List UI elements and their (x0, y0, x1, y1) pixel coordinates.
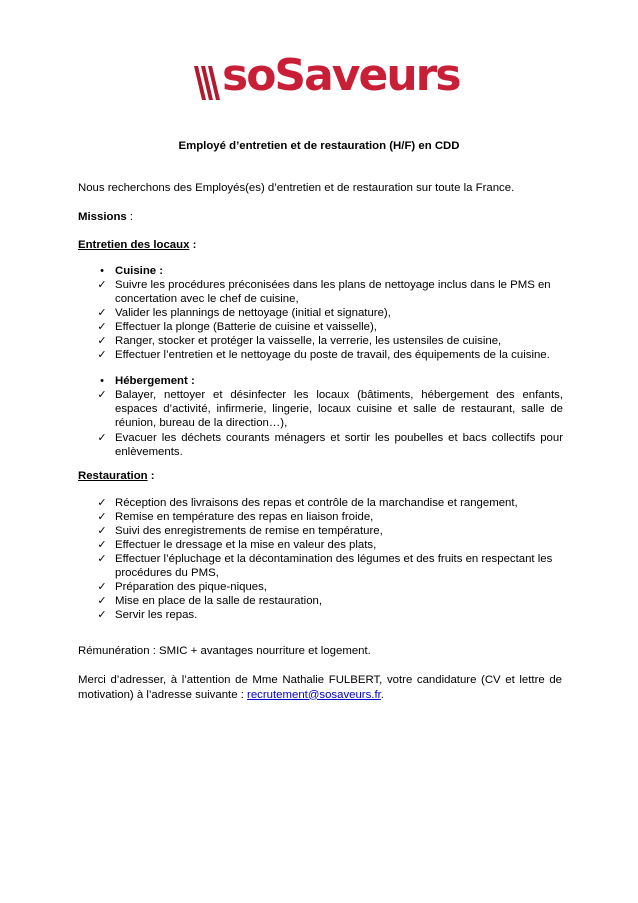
entretien-suffix: : (189, 239, 197, 251)
missions-suffix: : (126, 211, 134, 223)
list-item: Mise en place de la salle de restauration, (115, 595, 323, 607)
check-icon: ✓ (97, 608, 107, 621)
list-item: Effectuer le dressage et la mise en valeur des plats, (115, 539, 377, 551)
list-item: Evacuer les déchets courants ménagers et sortir les poubelles et bacs collectifs pour enlèvements. (115, 432, 563, 459)
list-item: Valider les plannings de nettoyage (initial et signature), (115, 307, 391, 319)
check-icon: ✓ (97, 306, 107, 319)
sosaveurs-logo (192, 50, 460, 101)
hebergement-label: Hébergement : (115, 375, 195, 387)
check-icon: ✓ (97, 348, 107, 361)
list-item: Suivi des enregistrements de remise en température, (115, 525, 383, 537)
check-icon: ✓ (97, 594, 107, 607)
restauration-suffix: : (147, 470, 155, 482)
list-item: Effectuer l’entretien et le nettoyage du poste de travail, des équipements de la cuisine. (115, 349, 550, 361)
list-item: Effectuer l’épluchage et la décontamination des légumes et des fruits en respectant les procédures du PMS, (115, 553, 553, 580)
list-item: Remise en température des repas en liaison froide, (115, 511, 374, 523)
logo-saveurs: Saveurs (274, 50, 460, 101)
check-icon: ✓ (97, 552, 107, 565)
list-item: Réception des livraisons des repas et contrôle de la marchandise et rangement, (115, 497, 518, 509)
check-icon: ✓ (97, 524, 107, 537)
restauration-heading: Restauration (78, 470, 148, 482)
logo-wordmark (222, 50, 460, 102)
list-item: Balayer, nettoyer et désinfecter les locaux (bâtiments, hébergement des enfants, espaces d’activité, infirmerie, lingerie, locaux cuisine et salle de restaurant, salle de réunion, bureau de la direction…), (115, 389, 563, 430)
email-link[interactable]: recrutement@sosaveurs.fr (247, 688, 381, 701)
check-icon: ✓ (97, 538, 107, 551)
contact-text: Merci d’adresser, à l’attention de Mme Nathalie FULBERT, votre candidature (CV et lettre de motivation) à l’adresse suivante : (78, 674, 562, 701)
list-item: Suivre les procédures préconisées dans les plans de nettoyage inclus dans le PMS en concertation avec le chef de cuisine, (115, 279, 551, 306)
remuneration-text: Rémunération : SMIC + avantages nourriture et logement. (78, 645, 371, 657)
check-icon: ✓ (97, 278, 107, 291)
check-icon: ✓ (97, 320, 107, 333)
missions-label: Missions (78, 211, 127, 223)
logo-so: so (222, 50, 275, 101)
restauration-heading-line (78, 469, 562, 484)
contact-end: . (380, 688, 384, 701)
entretien-heading: Entretien des locaux (78, 239, 190, 251)
intro-text: Nous recherchons des Employés(es) d’entretien et de restauration sur toute la France. (78, 182, 515, 194)
list-item: Effectuer la plonge (Batterie de cuisine et vaisselle), (115, 321, 377, 333)
list-item: Servir les repas. (115, 609, 198, 621)
missions-line (78, 210, 562, 225)
list-item: Préparation des pique-niques, (115, 581, 267, 593)
bullet-icon: • (100, 375, 104, 387)
bullet-icon: • (100, 265, 104, 277)
contact-paragraph (78, 673, 562, 702)
check-icon: ✓ (97, 510, 107, 523)
check-icon: ✓ (97, 496, 107, 509)
entretien-heading-line (78, 238, 562, 253)
cuisine-label: Cuisine : (115, 265, 164, 277)
job-title: Employé d’entretien et de restauration (H/F) en CDD (178, 140, 460, 152)
check-icon: ✓ (97, 431, 107, 444)
check-icon: ✓ (97, 388, 107, 401)
check-icon: ✓ (97, 580, 107, 593)
check-icon: ✓ (97, 334, 107, 347)
list-item: Ranger, stocker et protéger la vaisselle, la verrerie, les ustensiles de cuisine, (115, 335, 502, 347)
